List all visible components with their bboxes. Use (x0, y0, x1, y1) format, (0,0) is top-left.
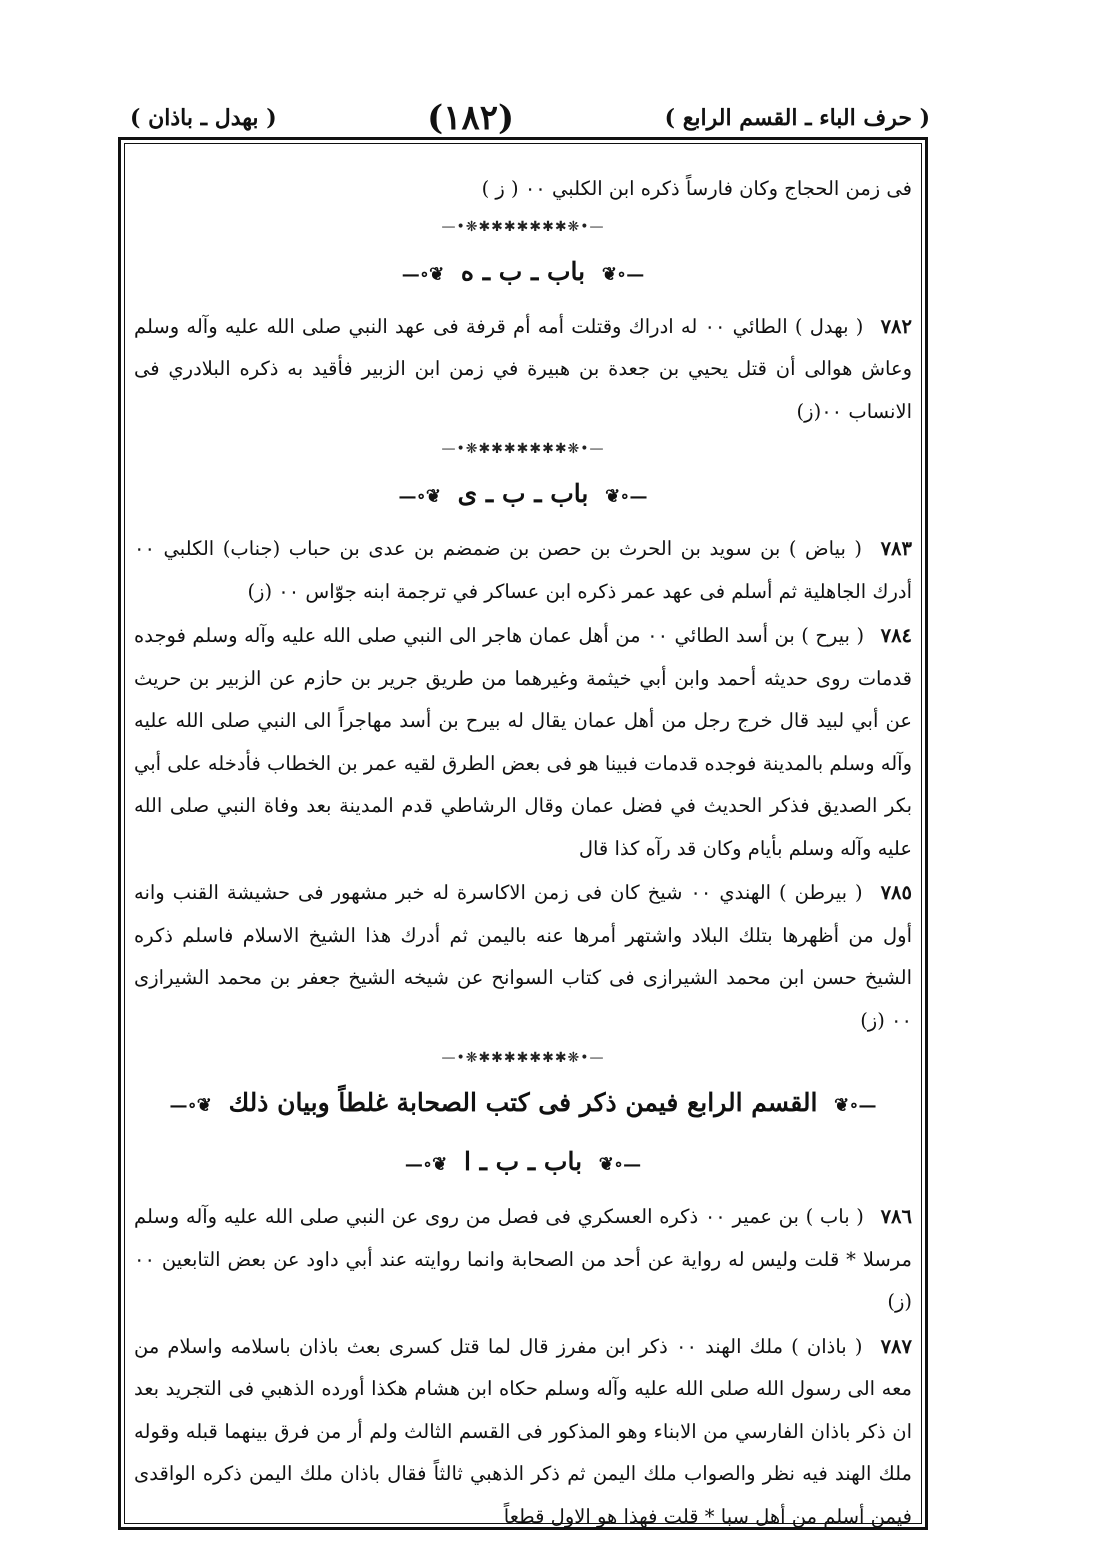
section-heading-text: باب ـ ب ـ ه (460, 256, 586, 286)
entry-number: ٧٨٣ (880, 537, 912, 560)
heading-ornament: ❦∘— (401, 263, 445, 285)
entry-number: ٧٨٤ (880, 624, 913, 647)
heading-ornament: —∘❦ (605, 486, 648, 507)
entry-text: ( باب ) بن عمير ٠٠ ذكره العسكري فى فصل من روى عن النبي صلى الله عليه وآله وسلم مرسلا * قلت وليس له رواية عن أحد من الصحابة وانما روايته عند أبي داود عن بعض التابعين ٠٠ (ز) (134, 1205, 912, 1313)
page-header (130, 96, 930, 140)
page-number: (١٨٢) (427, 98, 515, 138)
section-heading-bah (134, 247, 912, 300)
section-heading-bay (134, 469, 912, 522)
entry-784 (134, 615, 912, 870)
section-heading-qism (134, 1078, 912, 1131)
entry-number: ٧٨٥ (880, 881, 912, 904)
entry-text: ( بهدل ) الطائي ٠٠ له ادراك وقتلت أمه أم قرفة فى عهد النبي صلى الله عليه وآله وسلم وعاش هوالى أن قتل يحيي بن جعدة بن هبيرة في زمن ابن الزبير فأقيد به ذكره البلادري فى الانساب ٠٠(ز) (134, 314, 912, 423)
section-heading-text: القسم الرابع فيمن ذكر فى كتب الصحابة غلطاً وبيان ذلك (228, 1088, 818, 1117)
entry-783 (134, 528, 912, 613)
ornament-divider: —•❋✱✱✱✱✱✱✱❋•— (441, 1050, 605, 1066)
section-heading-text: باب ـ ب ـ ا (463, 1147, 583, 1176)
entry-787 (134, 1326, 912, 1539)
ornament-divider: —•❋✱✱✱✱✱✱✱❋•— (441, 218, 605, 235)
entry-number: ٧٨٦ (880, 1205, 912, 1228)
ornament-divider: —•❋✱✱✱✱✱✱✱❋•— (441, 441, 605, 457)
heading-ornament: —∘❦ (834, 1095, 877, 1116)
section-heading-baa (134, 1137, 912, 1190)
heading-ornament: —∘❦ (601, 263, 645, 285)
section-heading-text: باب ـ ب ـ ى (457, 479, 589, 508)
entry-782 (134, 306, 912, 434)
heading-ornament: —∘❦ (598, 1154, 642, 1175)
header-chapter-title: ( حرف الباء ـ القسم الرابع ) (664, 105, 930, 131)
header-entry-range: ( بهدل ـ باذان ) (130, 105, 277, 131)
entry-786 (134, 1196, 912, 1324)
entry-number: ٧٨٢ (880, 314, 912, 338)
entry-text: ( باذان ) ملك الهند ٠٠ ذكر ابن مفرز قال لما قتل كسرى بعث باذان باسلامه واسلام من معه الى رسول الله صلى الله عليه وآله وسلم حكاه ابن هشام هكذا أورده الذهبي فى التجريد بعد ان ذكر باذان الفارسي من الابناء وهو المذكور فى القسم الثالث ولم أر من فرق بينهما قبله وقوله ملك الهند فيه نظر والصواب ملك اليمن ثم ذكر الذهبي ثالثاً فقال باذان ملك اليمن ذكره الواقدى فيمن أسلم من أهل سبا * قلت فهذا هو الاول قطعاً (134, 1334, 912, 1528)
heading-ornament: ❦∘— (404, 1154, 448, 1175)
entry-number: ٧٨٧ (880, 1334, 912, 1358)
entry-text: ( بياض ) بن سويد بن الحرث بن حصن بن ضمضم بن عدى بن حباب (جناب) الكلبي ٠٠ أدرك الجاهلية ثم أسلم فى عهد عمر ذكره ابن عساكر في ترجمة ابنه جوّاس ٠٠ (ز) (134, 537, 912, 603)
continuation-line: فى زمن الحجاج وكان فارساً ذكره ابن الكلبي ٠٠ ( ز ) (481, 177, 912, 200)
heading-ornament: ❦∘— (169, 1095, 212, 1116)
entry-text: ( بيرطن ) الهندي ٠٠ شيخ كان فى زمن الاكاسرة له خبر مشهور فى حشيشة القنب وانه أول من أظهرها بتلك البلاد واشتهر أمرها عنه باليمن ثم أدرك هذا الشيخ الاسلام فاسلم ذكره الشيخ حسن ابن محمد الشيرازى فى كتاب السوانح عن شيخه الشيخ جعفر بن محمد الشيرازى ٠٠ (ز) (134, 881, 912, 1032)
page-body (134, 168, 913, 1528)
heading-ornament: ❦∘— (398, 486, 441, 507)
entry-785 (134, 872, 912, 1042)
entry-text: ( بيرح ) بن أسد الطائي ٠٠ من أهل عمان هاجر الى النبي صلى الله عليه وآله وسلم فوجده قدمات روى حديثه أحمد وابن أبي خيثمة وغيرهما من طريق جرير بن حازم عن الزبير بن حريث عن أبي لبيد قال خرج رجل من أهل عمان يقال له بيرح بن أسد مهاجراً الى النبي صلى الله عليه وآله وسلم بالمدينة فوجده قدمات فبينا هو فى بعض الطرق لقيه عمر بن الخطاب فأدخله على أبي بكر الصديق فذكر الحديث في فضل عمان وقال الرشاطي قدم المدينة بعد وفاة النبي صلى الله عليه وآله وسلم بأيام وكان قد رآه كذا قال (134, 624, 912, 860)
